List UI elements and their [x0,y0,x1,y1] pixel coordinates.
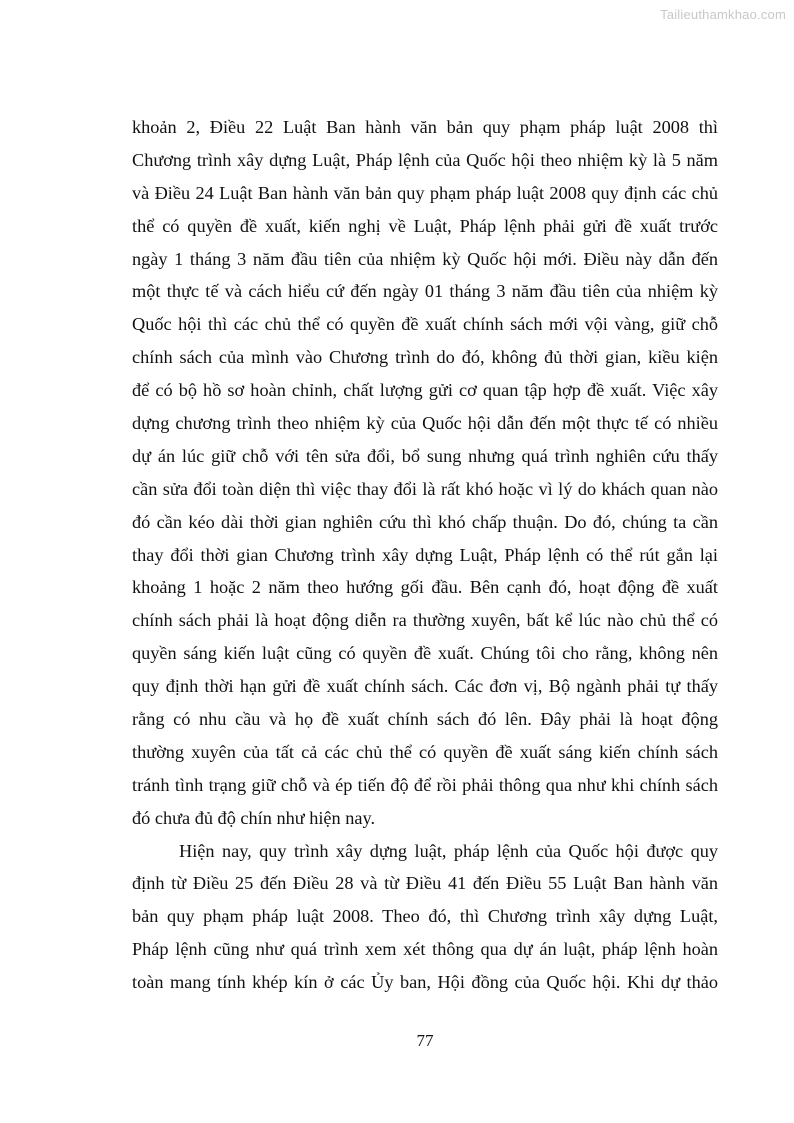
text-line: quy định thời hạn gửi đề xuất chính sách. Các đơn vị, Bộ ngành phải tự thấy [132,676,718,697]
text-line: chính sách phải là hoạt động diễn ra thường xuyên, bất kể lúc nào chủ thể có [132,610,718,631]
text-line: Hiện nay, quy trình xây dựng luật, pháp lệnh của Quốc hội được quy [179,840,718,861]
text-line: toàn mang tính khép kín ở các Ủy ban, Hội đồng của Quốc hội. Khi dự thảo [132,972,718,993]
text-line: một thực tế và cách hiểu cứ đến ngày 01 tháng 3 năm đầu tiên của nhiệm kỳ [132,281,718,302]
text-line: để có bộ hồ sơ hoàn chỉnh, chất lượng gửi cơ quan tập hợp đề xuất. Việc xây [132,380,718,401]
text-line: thường xuyên của tất cả các chủ thể có quyền đề xuất sáng kiến chính sách [132,741,718,762]
text-line: thể có quyền đề xuất, kiến nghị về Luật, Pháp lệnh phải gửi đề xuất trước [132,215,718,236]
text-line: ngày 1 tháng 3 năm đầu tiên của nhiệm kỳ Quốc hội mới. Điều này dẫn đến [132,248,718,269]
document-body [132,111,718,999]
page-number: 77 [416,1031,434,1050]
text-line: Quốc hội thì các chủ thể có quyền đề xuất chính sách mới vội vàng, giữ chỗ [132,314,718,335]
text-line: rằng có nhu cầu và họ đề xuất chính sách đó lên. Đây phải là hoạt động [132,709,718,730]
text-line: đó cần kéo dài thời gian nghiên cứu thì khó chấp thuận. Do đó, chúng ta cần [132,511,718,532]
text-line: bản quy phạm pháp luật 2008. Theo đó, thì Chương trình xây dựng Luật, [132,906,718,927]
text-line: cần sửa đổi toàn diện thì việc thay đổi là rất khó hoặc vì lý do khách quan nào [132,478,718,499]
text-line: thay đổi thời gian Chương trình xây dựng Luật, Pháp lệnh có thể rút gắn lại [132,544,718,565]
paragraph-2 [132,835,718,999]
text-line: dựng chương trình theo nhiệm kỳ của Quốc hội dẫn đến một thực tế có nhiều [132,413,718,434]
text-line: dự án lúc giữ chỗ với tên sửa đổi, bổ sung nhưng quá trình nghiên cứu thấy [132,445,718,466]
paragraph-1 [132,111,718,835]
watermark-text: Tailieuthamkhao.com [660,7,786,22]
text-line: Pháp lệnh cũng như quá trình xem xét thông qua dự án luật, pháp lệnh hoàn [132,939,718,960]
text-line: đó chưa đủ độ chín như hiện nay. [132,807,376,828]
text-line: khoảng 1 hoặc 2 năm theo hướng gối đầu. Bên cạnh đó, hoạt động đề xuất [132,577,718,598]
text-line: định từ Điều 25 đến Điều 28 và từ Điều 41 đến Điều 55 Luật Ban hành văn [132,873,718,894]
text-line: và Điều 24 Luật Ban hành văn bản quy phạm pháp luật 2008 quy định các chủ [132,182,718,203]
text-line: Chương trình xây dựng Luật, Pháp lệnh của Quốc hội theo nhiệm kỳ là 5 năm [132,149,718,170]
text-line: tránh tình trạng giữ chỗ và ép tiến độ để rồi phải thông qua như khi chính sách [132,774,718,795]
text-line: chính sách của mình vào Chương trình do đó, không đủ thời gian, kiều kiện [132,347,718,368]
text-line: khoản 2, Điều 22 Luật Ban hành văn bản quy phạm pháp luật 2008 thì [132,117,718,137]
text-line: quyền sáng kiến luật cũng có quyền đề xuất. Chúng tôi cho rằng, không nên [132,643,718,664]
